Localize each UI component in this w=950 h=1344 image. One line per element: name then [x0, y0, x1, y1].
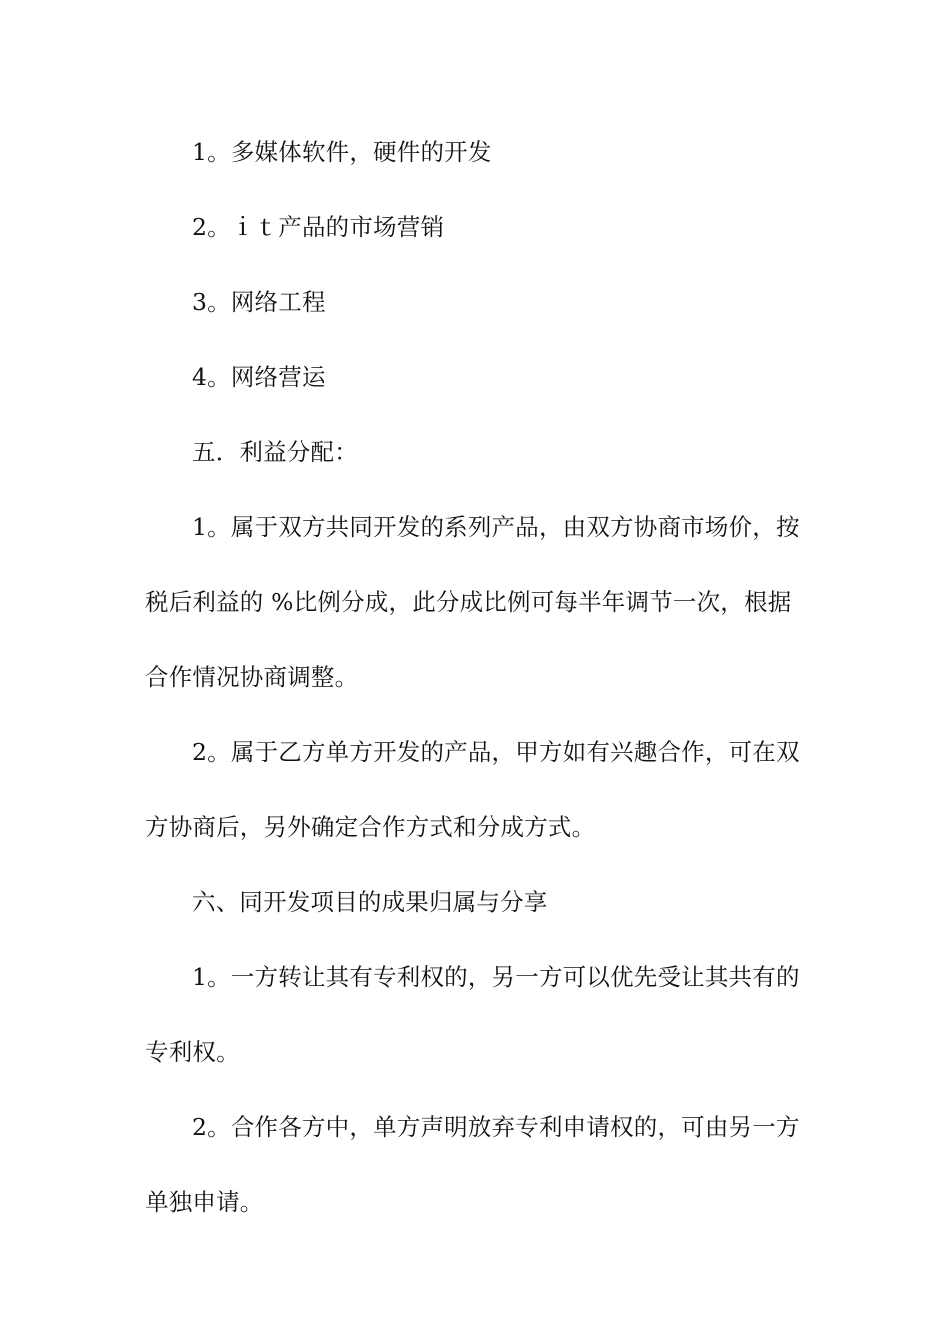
paragraph-line: 2。属于乙方单方开发的产品，甲方如有兴趣合作，可在双 [192, 738, 800, 766]
paragraph-line: 单独申请。 [145, 1188, 264, 1216]
document-body [145, 132, 810, 1257]
paragraph-line: 税后利益的 %比例分成，此分成比例可每半年调节一次，根据 [145, 588, 792, 616]
list-item-multimedia-development: 1。多媒体软件，硬件的开发 [192, 138, 492, 166]
list-item-it-marketing: 2。ｉｔ产品的市场营销 [192, 213, 445, 241]
section-heading-profit-distribution: 五．利益分配： [192, 438, 358, 466]
list-item-network-engineering: 3。网络工程 [192, 288, 326, 316]
paragraph-line: 专利权。 [145, 1038, 240, 1066]
section-heading-results-ownership: 六、同开发项目的成果归属与分享 [192, 888, 548, 916]
paragraph-line: 合作情况协商调整。 [145, 663, 359, 691]
paragraph-line: 2。合作各方中，单方声明放弃专利申请权的，可由另一方 [192, 1113, 800, 1141]
paragraph-line: 1。属于双方共同开发的系列产品，由双方协商市场价，按 [192, 513, 800, 541]
paragraph-line: 方协商后，另外确定合作方式和分成方式。 [145, 813, 596, 841]
list-item-network-operation: 4。网络营运 [192, 363, 326, 391]
paragraph-line: 1。一方转让其有专利权的，另一方可以优先受让其共有的 [192, 963, 800, 991]
